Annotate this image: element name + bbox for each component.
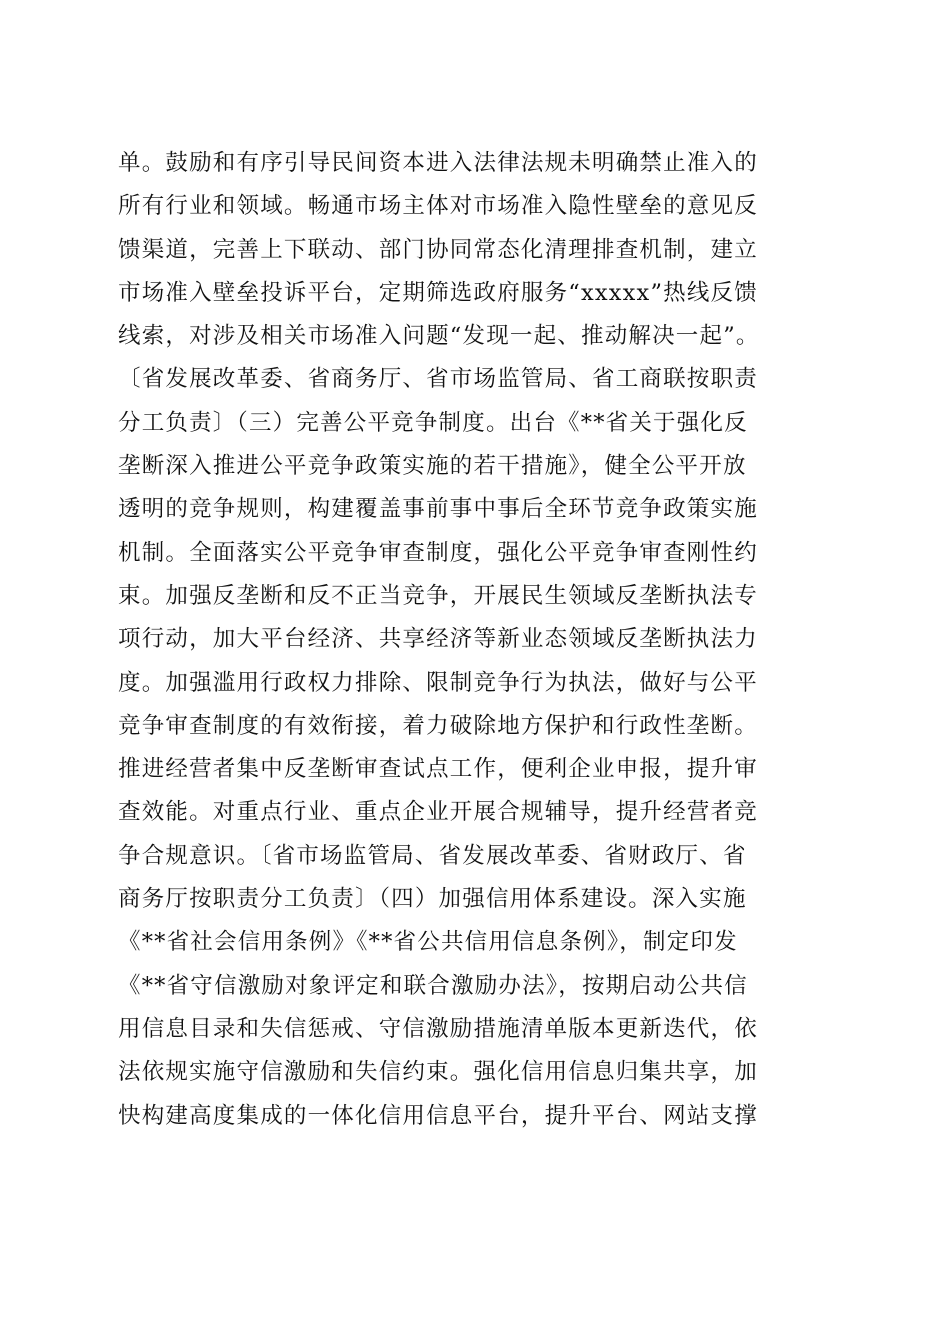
text-line: 〔省发展改革委、省商务厅、省市场监管局、省工商联按职责 [118, 366, 758, 393]
text-line: 推进经营者集中反垄断审查试点工作，便利企业申报，提升审 [118, 756, 758, 783]
text-line: 项行动，加大平台经济、共享经济等新业态领域反垄断执法力 [118, 626, 758, 653]
text-line: 分工负责〕（三）完善公平竞争制度。出台《**省关于强化反 [118, 409, 748, 436]
text-line: 所有行业和领域。畅通市场主体对市场准入隐性壁垒的意见反 [118, 193, 758, 220]
body-text [118, 142, 838, 1138]
text-line: 度。加强滥用行政权力排除、限制竞争行为执法，做好与公平 [118, 669, 758, 696]
text-line: 透明的竞争规则，构建覆盖事前事中事后全环节竞争政策实施 [118, 496, 758, 523]
text-line: 《**省社会信用条例》《**省公共信用信息条例》，制定印发 [118, 929, 738, 956]
text-line: 快构建高度集成的一体化信用信息平台，提升平台、网站支撑 [118, 1102, 758, 1129]
text-line: 单。鼓励和有序引导民间资本进入法律法规未明确禁止准入的 [118, 150, 758, 176]
text-line: 垄断深入推进公平竞争政策实施的若干措施》，健全公平开放 [118, 453, 747, 480]
text-line: 法依规实施守信激励和失信约束。强化信用信息归集共享，加 [118, 1059, 758, 1086]
text-line: 争合规意识。〔省市场监管局、省发展改革委、省财政厅、省 [118, 842, 747, 869]
text-line: 市场准入壁垒投诉平台，定期筛选政府服务“xxxxx”热线反馈 [118, 279, 758, 306]
text-line: 束。加强反垄断和反不正当竞争，开展民生领域反垄断执法专 [118, 582, 758, 609]
text-line: 查效能。对重点行业、重点企业开展合规辅导，提升经营者竞 [118, 799, 758, 826]
text-line: 线索，对涉及相关市场准入问题“发现一起、推动解决一起”。 [118, 323, 760, 350]
text-line: 馈渠道，完善上下联动、部门协同常态化清理排查机制，建立 [118, 236, 758, 263]
text-line: 竞争审查制度的有效衔接，着力破除地方保护和行政性垄断。 [118, 712, 758, 739]
text-line: 用信息目录和失信惩戒、守信激励措施清单版本更新迭代，依 [118, 1015, 758, 1042]
text-line: 机制。全面落实公平竞争审查制度，强化公平竞争审查刚性约 [118, 539, 758, 566]
text-line: 《**省守信激励对象评定和联合激励办法》，按期启动公共信 [118, 972, 748, 999]
text-line: 商务厅按职责分工负责〕（四）加强信用体系建设。深入实施 [118, 886, 747, 913]
